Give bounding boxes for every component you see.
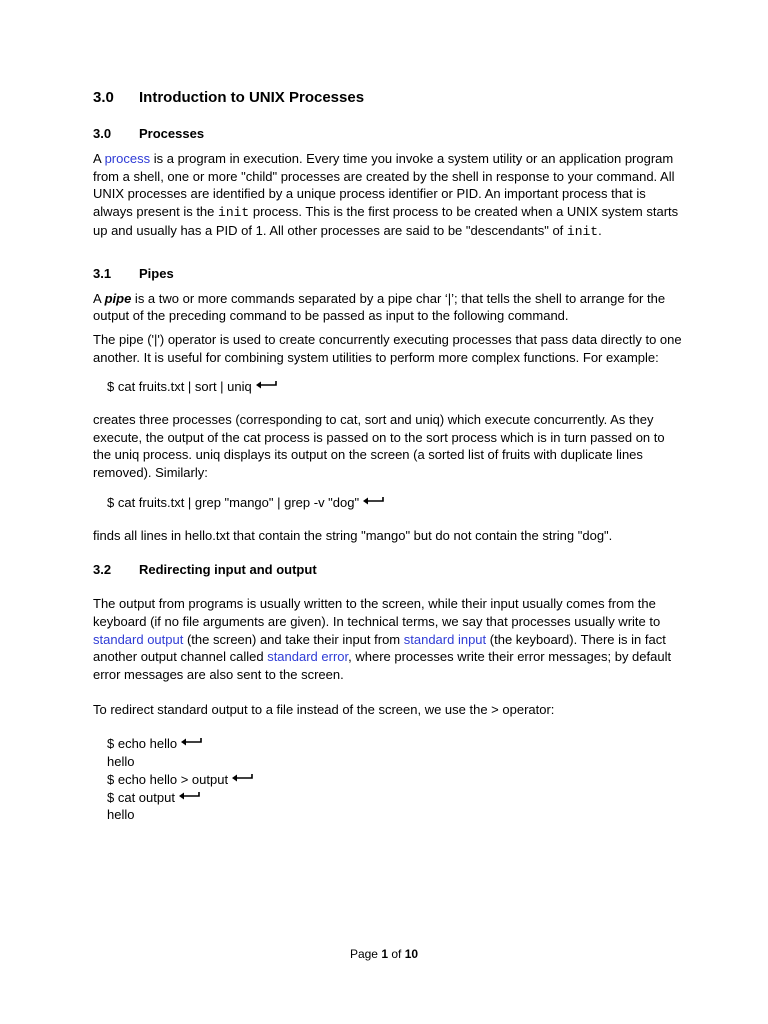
paragraph-pipe-definition <box>93 290 683 325</box>
current-page-number: 1 <box>381 947 388 961</box>
enter-key-icon <box>255 380 277 390</box>
section-title: Redirecting input and output <box>139 562 317 578</box>
section-number: 3.0 <box>93 126 112 141</box>
section-title: Processes <box>139 126 205 141</box>
command-example-grep <box>107 494 683 512</box>
enter-key-icon <box>180 737 202 747</box>
command-example-sort-uniq <box>107 378 683 396</box>
section-heading-pipes <box>93 265 683 283</box>
paragraph-standard-streams <box>93 595 683 684</box>
text-run: The output from programs is usually written to the screen, while their input usually comes from the keyboard (if no file arguments are given). In technical terms, we say that processes usually write to <box>93 596 661 629</box>
terminal-text: hello <box>107 754 135 770</box>
paragraph-pipe-explanation: creates three processes (corresponding to cat, sort and uniq) which execute concurrently. As they execute, the output of the cat process is passed on to the sort process which is in turn passed on to the uniq process. uniq displays its output on the screen (a sorted list of fruits with duplicate lines removed). Similarly: <box>93 412 665 481</box>
command-text: $ cat fruits.txt | grep "mango" | grep -v "dog" <box>107 494 360 510</box>
code-init: init <box>566 223 599 239</box>
paragraph-process-definition <box>93 150 683 241</box>
link-standard-error[interactable]: standard error <box>267 649 349 665</box>
page-footer <box>0 947 768 961</box>
terminal-line <box>107 789 683 807</box>
terminal-text: hello <box>107 807 135 823</box>
terminal-line <box>107 771 683 789</box>
link-standard-output[interactable]: standard output <box>93 631 184 647</box>
text-run: process. This is the first process to be created when a UNIX system starts up and usually has a PID of 1. All other processes are said to be "descendants" of <box>93 204 679 238</box>
text-run: , where processes write their error messages; by default error messages are also sent to the screen. <box>93 649 672 683</box>
terminal-example <box>107 735 683 823</box>
section-heading-redirecting <box>93 561 683 579</box>
terminal-line <box>107 735 683 753</box>
term-pipe: pipe <box>104 290 132 306</box>
total-page-count: 10 <box>404 947 419 961</box>
enter-key-icon <box>178 791 200 801</box>
page-title <box>93 88 683 108</box>
terminal-text: $ cat output <box>107 789 175 805</box>
paragraph-grep-explanation: finds all lines in hello.txt that contain the string "mango" but do not contain the string "dog". <box>93 527 613 543</box>
link-process[interactable]: process <box>104 151 151 166</box>
text-run: . <box>598 222 602 238</box>
terminal-text: $ echo hello <box>107 736 178 752</box>
paragraph-redirect-intro: To redirect standard output to a file instead of the screen, we use the > operator: <box>93 701 555 717</box>
text-run: is a program in execution. Every time you invoke a system utility or an application program from a shell, one or more "child" processes are created by the shell in response to your command. All UNIX processes are identified by a unique process identifier or PID. An important process that is always present is the <box>93 151 675 220</box>
section-number: 3.1 <box>93 265 112 281</box>
enter-key-icon <box>362 496 384 506</box>
terminal-line <box>107 753 683 771</box>
link-standard-input[interactable]: standard input <box>403 631 487 647</box>
code-init: init <box>218 205 250 221</box>
enter-key-icon <box>231 773 253 783</box>
text-run: (the screen) and take their input from <box>183 631 404 647</box>
text-run: (the keyboard). There is in fact another output channel called <box>93 631 666 665</box>
text-run: is a two or more commands separated by a pipe char ‘|’; that tells the shell to arrange for the output of the preceding command to be passed as input to the following command. <box>93 290 666 324</box>
section-title: Pipes <box>139 265 174 281</box>
paragraph-pipe-operator: The pipe ('|') operator is used to create concurrently executing processes that pass data directly to one another. It is useful for combining system utilities to perform more complex functions. For example: <box>93 331 682 365</box>
document-content <box>93 88 683 824</box>
title-text: Introduction to UNIX Processes <box>139 89 365 106</box>
section-heading-processes <box>93 125 683 143</box>
terminal-line <box>107 806 683 824</box>
section-number: 3.2 <box>93 562 112 578</box>
command-text: $ cat fruits.txt | sort | uniq <box>107 379 252 395</box>
footer-text: of <box>388 947 405 961</box>
footer-text: Page <box>349 947 382 961</box>
terminal-text: $ echo hello > output <box>107 771 229 787</box>
text-run: A <box>93 290 105 306</box>
text-run: A <box>93 151 105 166</box>
title-number: 3.0 <box>93 89 114 106</box>
